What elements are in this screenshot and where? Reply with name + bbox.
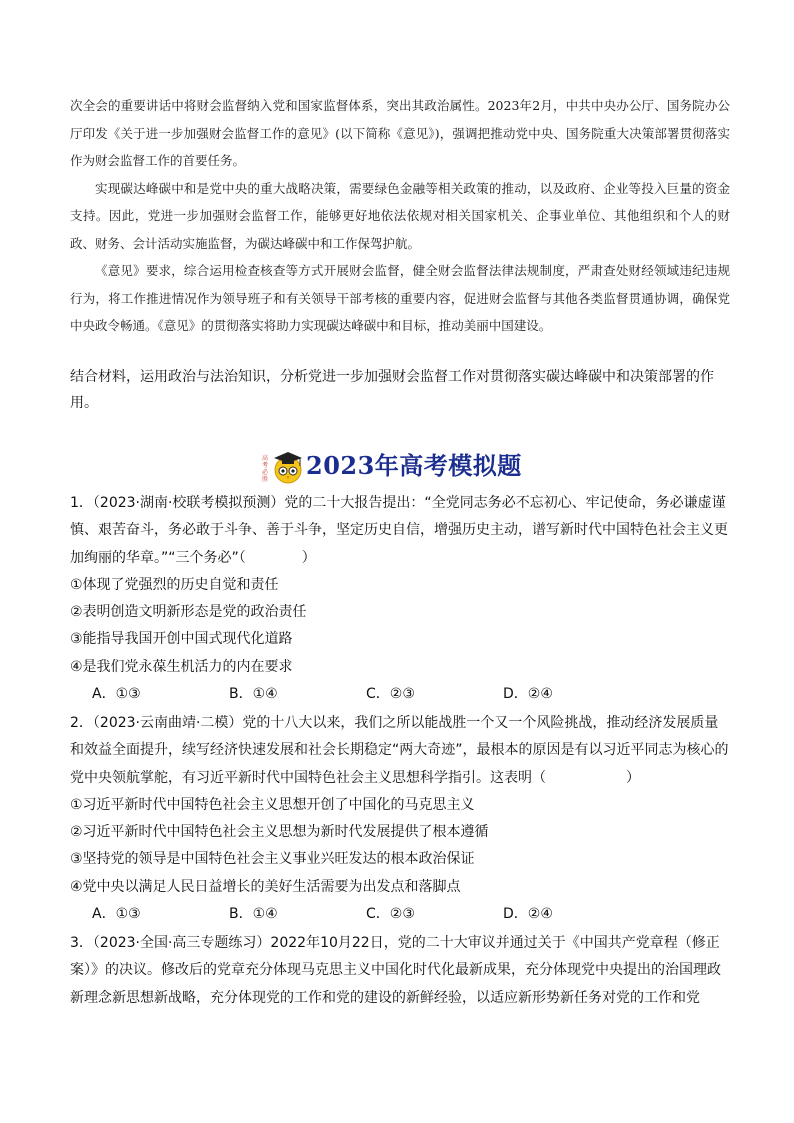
question-2-item-4: ④党中央以满足人民日益增长的美好生活需要为出发点和落脚点 — [70, 878, 461, 895]
question-2 — [70, 710, 732, 928]
section-heading — [260, 444, 550, 486]
question-2-options — [70, 901, 732, 928]
option-d: D．②④ — [503, 686, 553, 703]
material-paragraph-3: 《意见》要求，综合运用检查核查等方式开展财会监督，健全财会监督法律法规制度，严肃查处财经领域违纪违规行为，将工作推进情况作为领导班子和有关领导干部考核的重要内容，促进财会监督与其他各类监督贯通协调，确保党中央政令畅通。《意见》的贯彻落实将助力实现碳达峰碳中和目标，推动美丽中国建设。 — [70, 263, 730, 333]
emblem-text-3: 必 — [262, 469, 269, 476]
graduation-owl-icon — [260, 444, 304, 486]
material-paragraph-1: 次全会的重要讲话中将财会监督纳入党和国家监督体系，突出其政治属性。2023年2月，中共中央办公厅、国务院办公厅印发《关于进一步加强财会监督工作的意见》(以下简称《意见》)，强调把推动党中央、国务院重大决策部署贯彻落实作为财会监督工作的首要任务。 — [70, 98, 730, 168]
question-1-item-4: ④是我们党永葆生机活力的内在要求 — [70, 658, 293, 675]
question-2-stem-text: 2．（2023·云南曲靖·二模）党的十八大以来，我们之所以能战胜一个又一个风险挑战，推动经济发展质量和效益全面提升，续写经济快速发展和社会长期稳定“两大奇迹”，最根本的原因是有以习近平同志为核心的党中央领航掌舵，有习近平新时代中国特色社会主义思想科学指引。这表明（ — [70, 715, 729, 786]
question-2-stem-end: ） — [626, 769, 640, 786]
question-1-stem-text: 1．（2023·湖南·校联考模拟预测）党的二十大报告提出：“全党同志务必不忘初心、牢记使命，务必谦虚谨慎、艰苦奋斗，务必敢于斗争、善于斗争，坚定历史自信，增强历史主动，谱写新时代中国特色社会主义更加绚丽的华章。”“三个务必”（ — [70, 495, 728, 566]
option-b: B．①④ — [229, 906, 278, 923]
option-c: C．②③ — [366, 906, 415, 923]
option-a: A．①③ — [92, 906, 141, 923]
question-1-item-1: ①体现了党强烈的历史自觉和责任 — [70, 576, 279, 593]
question-2-stem — [70, 710, 732, 792]
question-1-item-2: ②表明创造文明新形态是党的政治责任 — [70, 604, 307, 621]
question-instruction: 结合材料，运用政治与法治知识，分析党进一步加强财会监督工作对贯彻落实碳达峰碳中和决策部署的作用。 — [70, 369, 714, 411]
question-1-stem-end: ） — [301, 549, 316, 566]
question-1-options — [70, 681, 732, 708]
question-2-item-3: ③坚持党的领导是中国特色社会主义事业兴旺发达的根本政治保证 — [70, 851, 475, 868]
question-1-item-3: ③能指导我国开创中国式现代化道路 — [70, 631, 293, 648]
question-3-stem: 3．（2023·全国·高三专题练习）2022年10月22日，党的二十大审议并通过关于《中国共产党章程（修正案）》的决议。修改后的党章充分体现马克思主义中国化时代化最新成果，充分体现党中央提出的治国理政新理念新思想新战略，充分体现党的工作和党的建设的新鲜经验，以适应新形势新任务对党的工作和党 — [70, 935, 721, 1006]
option-c: C．②③ — [366, 686, 415, 703]
question-2-item-1: ①习近平新时代中国特色社会主义思想开创了中国化的马克思主义 — [70, 796, 475, 813]
emblem-text-1: 高 — [262, 455, 269, 462]
material-passage — [70, 92, 730, 340]
option-a: A．①③ — [92, 686, 141, 703]
material-paragraph-2: 实现碳达峰碳中和是党中央的重大战略决策，需要绿色金融等相关政策的推动，以及政府、企业等投入巨量的资金支持。因此，党进一步加强财会监督工作，能够更好地依法依规对相关国家机关、企事业单位、其他组织和个人的财政、财务、会计活动实施监督，为碳达峰碳中和工作保驾护航。 — [70, 180, 730, 251]
emblem-text-2: 考 — [262, 462, 269, 469]
option-d: D．②④ — [503, 906, 553, 923]
section-title: 2023年高考模拟题 — [306, 451, 522, 480]
emblem-text-4: 胜 — [262, 476, 269, 483]
question-3 — [70, 930, 732, 1012]
option-b: B．①④ — [229, 686, 278, 703]
question-1 — [70, 490, 732, 708]
question-1-stem — [70, 490, 732, 572]
question-2-item-2: ②习近平新时代中国特色社会主义思想为新时代发展提供了根本遵循 — [70, 824, 489, 841]
